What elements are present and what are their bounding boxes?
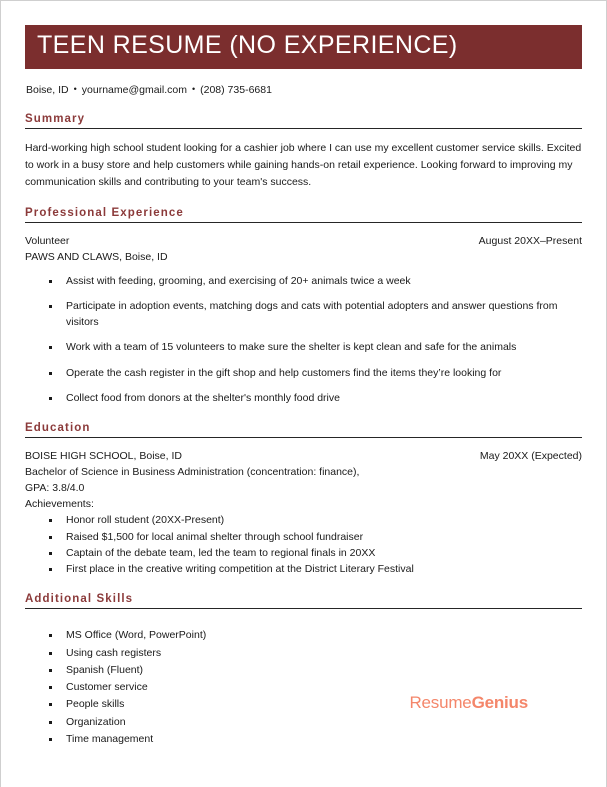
list-item: MS Office (Word, PowerPoint) xyxy=(25,627,582,643)
list-item: Raised $1,500 for local animal shelter through school fundraiser xyxy=(25,529,582,545)
contact-separator-icon: • xyxy=(73,83,77,94)
contact-phone[interactable]: (208) 735-6681 xyxy=(200,83,272,96)
achievements-label: Achievements: xyxy=(25,497,94,510)
list-item: First place in the creative writing competition at the District Literary Festival xyxy=(25,561,582,577)
skills-list xyxy=(25,627,582,747)
page-title: TEEN RESUME (NO EXPERIENCE) xyxy=(37,31,458,59)
job-date: August 20XX–Present xyxy=(478,235,582,248)
section-skills xyxy=(25,593,582,747)
summary-text: Hard-working high school student looking for a cashier job where I can use my excellent customer service skills. Excited to work in a busy store and help customers while gaining hands-on retail experience. Looking forward to improving my communication skills and contributing to your team's success. xyxy=(25,142,582,189)
contact-email[interactable]: yourname@gmail.com xyxy=(81,83,187,96)
achievements-list xyxy=(25,512,582,577)
section-heading-experience: Professional Experience xyxy=(25,207,582,223)
list-item: Collect food from donors at the shelter's monthly food drive xyxy=(25,390,582,406)
list-item: Spanish (Fluent) xyxy=(25,662,582,678)
list-item: People skills xyxy=(25,696,582,712)
section-heading-summary: Summary xyxy=(25,113,582,129)
school-name: BOISE HIGH SCHOOL, Boise, ID xyxy=(25,450,182,463)
list-item: Customer service xyxy=(25,679,582,695)
experience-entry-header xyxy=(25,234,582,250)
list-item: Captain of the debate team, led the team to regional finals in 20XX xyxy=(25,545,582,561)
education-entry-header xyxy=(25,449,582,465)
section-heading-skills: Additional Skills xyxy=(25,593,582,609)
list-item: Participate in adoption events, matching dogs and cats with potential adopters and answer questions from visitors xyxy=(25,298,582,331)
section-body-skills xyxy=(25,609,582,747)
gpa-line: GPA: 3.8/4.0 xyxy=(25,481,85,494)
resume-sheet xyxy=(1,1,606,747)
section-body-education xyxy=(25,438,582,577)
section-education xyxy=(25,422,582,577)
logo-text-genius: Genius xyxy=(471,693,528,712)
list-item: Operate the cash register in the gift shop and help customers find the items they’re looking for xyxy=(25,365,582,381)
job-bullet-list xyxy=(25,273,582,407)
list-item: Organization xyxy=(25,714,582,730)
list-item: Using cash registers xyxy=(25,645,582,661)
section-experience xyxy=(25,207,582,406)
list-item: Assist with feeding, grooming, and exercising of 20+ animals twice a week xyxy=(25,273,582,289)
degree-line: Bachelor of Science in Business Administration (concentration: finance), xyxy=(25,466,360,479)
job-employer: PAWS AND CLAWS, Boise, ID xyxy=(25,250,168,263)
resume-genius-logo xyxy=(409,693,528,713)
section-summary xyxy=(25,113,582,191)
list-item: Work with a team of 15 volunteers to make sure the shelter is kept clean and safe for the animals xyxy=(25,339,582,355)
section-body-experience xyxy=(25,223,582,406)
contact-location: Boise, ID xyxy=(26,83,69,96)
job-title: Volunteer xyxy=(25,235,70,248)
school-date: May 20XX (Expected) xyxy=(479,450,582,463)
contact-line xyxy=(26,83,582,98)
logo-text-resume: Resume xyxy=(409,693,472,712)
section-heading-education: Education xyxy=(25,422,582,438)
section-body-summary xyxy=(25,129,582,191)
list-item: Time management xyxy=(25,731,582,747)
contact-separator-icon: • xyxy=(191,83,196,94)
resume-header-band xyxy=(25,25,582,69)
list-item: Honor roll student (20XX-Present) xyxy=(25,512,582,528)
